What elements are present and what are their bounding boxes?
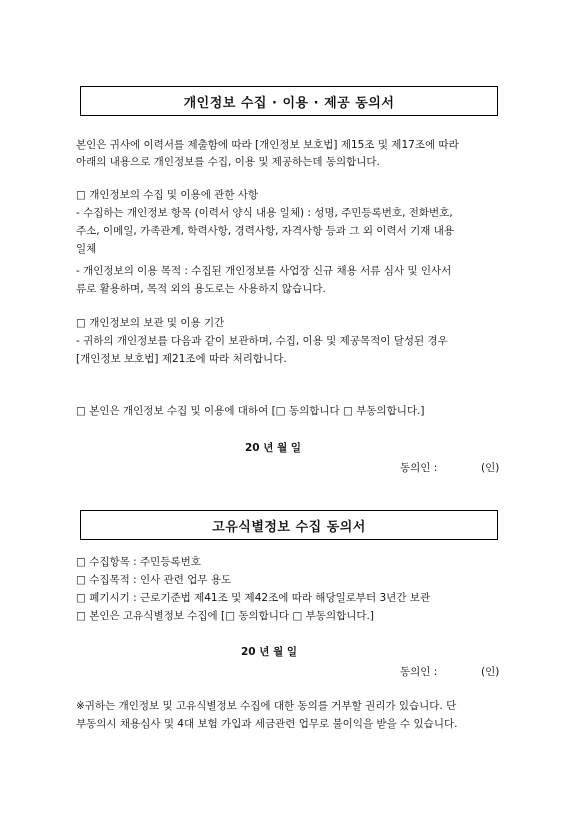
section2-consenter-label: 동의인 :: [400, 666, 438, 678]
intro-line-2: 아래의 내용으로 개인정보를 수집, 이용 및 제공하는데 동의합니다.: [76, 156, 380, 168]
section2-date: 20 년 월 일: [241, 646, 298, 658]
section1-seal: (인): [481, 462, 500, 474]
personal-info-consent-checkbox-line[interactable]: □ 본인은 개인정보 수집 및 이용에 대하여 [□ 동의합니다 □ 부동의합니다.]: [76, 405, 425, 417]
collection-heading: □ 개인정보의 수집 및 이용에 관한 사항: [76, 189, 259, 201]
footnote-line-2: 부동의시 채용심사 및 4대 보험 가입과 세금관련 업무로 불이익을 받을 수 있습니다.: [76, 718, 458, 730]
footnote-line-1: ※귀하는 개인정보 및 고유식별정보 수집에 대한 동의를 거부할 권리가 있습니다. 단: [76, 700, 457, 712]
collection-item-line: - 수집하는 개인정보 항목 (이력서 양식 내용 일체) : 성명, 주민등록번호, 전화번호,: [76, 207, 453, 219]
collection-item-line: 주소, 이메일, 가족관계, 학력사항, 경력사항, 자격사항 등과 그 외 이력서 기재 내용: [76, 225, 454, 237]
unique-id-consent-checkbox-line[interactable]: □ 본인은 고유식별정보 수집에 [□ 동의합니다 □ 부동의합니다.]: [76, 610, 374, 622]
section1-date: 20 년 월 일: [245, 442, 302, 454]
unique-id-item: □ 폐기시기 : 근로기준법 제41조 및 제42조에 따라 해당일로부터 3년간 보관: [76, 592, 431, 604]
retention-item-line: [개인정보 보호법] 제21조에 따라 처리합니다.: [76, 353, 287, 365]
personal-info-consent-title: 개인정보 수집 · 이용 · 제공 동의서: [80, 86, 498, 116]
retention-item-line: - 귀하의 개인정보를 다음과 같이 보관하며, 수집, 이용 및 제공목적이 달성된 경우: [76, 335, 448, 347]
section1-consenter-label: 동의인 :: [400, 462, 438, 474]
unique-id-item: □ 수집항목 : 주민등록번호: [76, 556, 201, 568]
unique-id-item: □ 수집목적 : 인사 관련 업무 용도: [76, 574, 232, 586]
collection-item-line: 일체: [76, 243, 97, 255]
retention-heading: □ 개인정보의 보관 및 이용 기간: [76, 317, 225, 329]
intro-line-1: 본인은 귀사에 이력서를 제출함에 따라 [개인정보 보호법] 제15조 및 제17조에 따라: [76, 139, 459, 151]
section2-seal: (인): [481, 666, 500, 678]
unique-id-consent-title: 고유식별정보 수집 동의서: [80, 510, 498, 540]
purpose-item-line: 류로 활용하며, 목적 외의 용도로는 사용하지 않습니다.: [76, 283, 326, 295]
purpose-item-line: - 개인정보의 이용 목적 : 수집된 개인정보를 사업장 신규 채용 서류 심사 및 인사서: [76, 265, 452, 277]
